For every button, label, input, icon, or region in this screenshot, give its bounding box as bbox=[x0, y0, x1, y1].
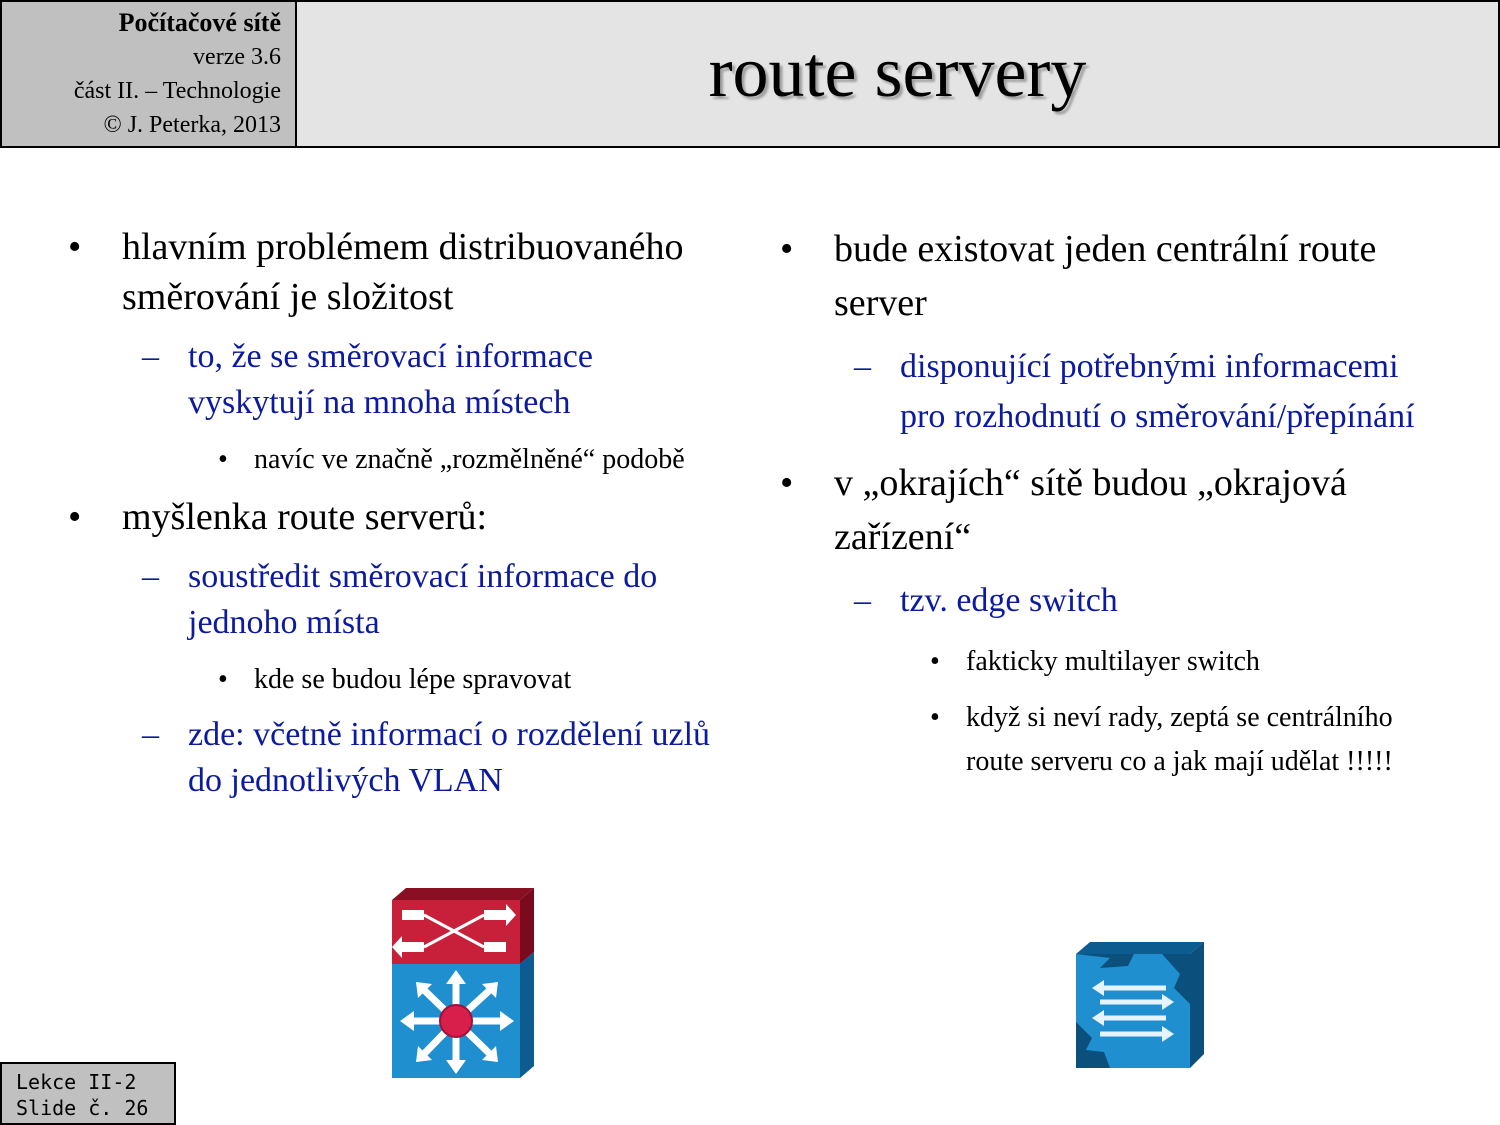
sub-sub-bullet-item bbox=[60, 660, 720, 700]
bullet-marker: • bbox=[68, 226, 82, 268]
sub-sub-bullet-item bbox=[772, 696, 1452, 784]
bullet-marker: • bbox=[930, 702, 940, 733]
copyright-label: © J. Peterka, 2013 bbox=[103, 112, 281, 138]
lecture-label: Lekce II-2 bbox=[16, 1070, 137, 1094]
bullet-marker: • bbox=[218, 664, 228, 695]
bullet-text: hlavním problémem distribuovaného směrování je složitost bbox=[122, 226, 684, 318]
sub-sub-bullet-text: kde se budou lépe spravovat bbox=[254, 664, 572, 695]
layer3-switch-icon bbox=[388, 886, 538, 1091]
sub-sub-bullet-text: navíc ve značně „rozmělněné“ podobě bbox=[254, 444, 685, 475]
dash-marker: – bbox=[854, 582, 871, 619]
dash-marker: – bbox=[854, 348, 871, 385]
bullet-text: bude existovat jeden centrální route server bbox=[834, 228, 1377, 324]
sub-bullet-item bbox=[772, 576, 1452, 626]
dash-marker: – bbox=[142, 558, 159, 595]
title-bar bbox=[297, 0, 1500, 148]
bullet-item bbox=[60, 222, 720, 322]
edge-switch-icon bbox=[1070, 940, 1210, 1080]
sub-bullet-text: soustředit směrovací informace do jednoho místa bbox=[188, 558, 658, 641]
bullet-marker: • bbox=[68, 496, 82, 538]
bullet-item bbox=[60, 492, 720, 542]
sub-bullet-text: disponující potřebnými informacemi pro rozhodnutí o směrování/přepínání bbox=[900, 348, 1415, 435]
bullet-text: v „okrajích“ sítě budou „okrajová zařízení“ bbox=[834, 462, 1347, 558]
bullet-marker: • bbox=[218, 444, 228, 475]
sub-bullet-item bbox=[772, 342, 1452, 442]
sub-bullet-text: zde: včetně informací o rozdělení uzlů do jednotlivých VLAN bbox=[188, 716, 711, 799]
dash-marker: – bbox=[142, 716, 159, 753]
sub-bullet-text: tzv. edge switch bbox=[900, 582, 1118, 619]
sub-bullet-text: to, že se směrovací informace vyskytují na mnoha místech bbox=[188, 338, 593, 421]
bullet-item bbox=[772, 222, 1452, 330]
bullet-marker: • bbox=[780, 228, 794, 270]
sub-bullet-item bbox=[60, 554, 720, 646]
part-label: část II. – Technologie bbox=[73, 78, 281, 104]
dash-marker: – bbox=[142, 338, 159, 375]
sub-sub-bullet-text: fakticky multilayer switch bbox=[966, 646, 1260, 677]
slide-title: route servery bbox=[708, 32, 1087, 112]
sub-bullet-item bbox=[60, 334, 720, 426]
course-name: Počítačové sítě bbox=[118, 8, 281, 37]
sub-sub-bullet-text: když si neví rady, zeptá se centrálního route serveru co a jak mají udělat !!!!! bbox=[966, 702, 1393, 777]
version-label: verze 3.6 bbox=[193, 44, 281, 70]
sub-sub-bullet-item bbox=[772, 640, 1452, 684]
bullet-marker: • bbox=[780, 462, 794, 504]
slide-number: Slide č. 26 bbox=[16, 1096, 149, 1120]
header-info-box bbox=[0, 0, 297, 148]
sub-sub-bullet-item bbox=[60, 440, 720, 480]
bullet-text: myšlenka route serverů: bbox=[122, 496, 488, 538]
bullet-marker: • bbox=[930, 646, 940, 677]
bullet-item bbox=[772, 456, 1452, 564]
left-column bbox=[60, 222, 720, 818]
sub-bullet-item bbox=[60, 712, 720, 804]
right-column bbox=[772, 222, 1452, 796]
slide-footer bbox=[0, 1062, 176, 1125]
